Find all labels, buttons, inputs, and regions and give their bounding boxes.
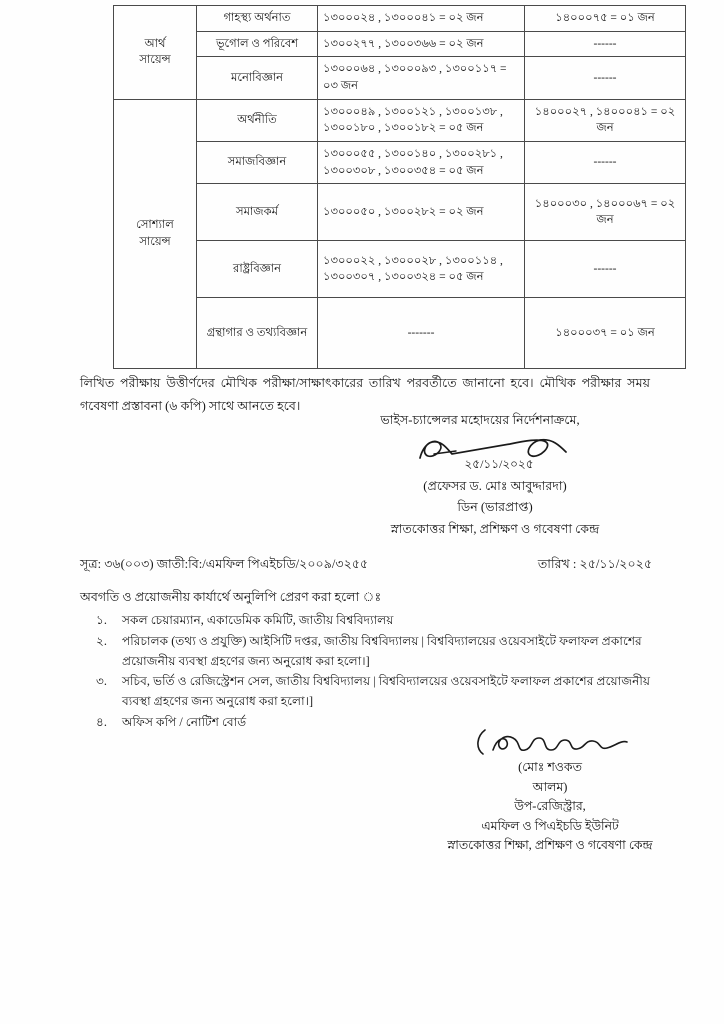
cell-subject: সমাজকর্ম — [197, 184, 318, 241]
registrar-office: স্নাতকোত্তর শিক্ষা, প্রশিক্ষণ ও গবেষণা কেন্দ্র — [447, 838, 653, 853]
cell-subject: গাহস্থ্য অর্থনাত — [197, 6, 318, 32]
cell-rolls-col1: ১৩০০০৫০ , ১৩০০২৮২ = ০২ জন — [318, 184, 525, 241]
list-item — [96, 672, 652, 712]
cell-subject: ভূগোল ও পরিবেশ — [197, 31, 318, 57]
cell-rolls-col2: ১৪০০০৩৭ = ০১ জন — [525, 298, 686, 369]
list-item-text: অফিস কপি / নোটিশ বোর্ড — [122, 714, 247, 729]
list-item-number: ৪. — [96, 714, 107, 729]
table-row — [114, 99, 686, 141]
list-item-number: ১. — [96, 613, 107, 627]
dean-role: ডিন (ভারপ্রাপ্ত) — [457, 500, 533, 515]
registrar-name-line-1: (মোঃ শওকত — [518, 760, 582, 774]
results-table — [113, 5, 686, 369]
cell-rolls-col1: ১৩০০২৭৭ , ১৩০০৩৬৬ = ০২ জন — [318, 31, 525, 57]
cell-subject: অর্থনীতি — [197, 99, 318, 141]
table-row — [114, 31, 686, 57]
cell-group-faculty — [114, 99, 197, 369]
cell-subject: মনোবিজ্ঞান — [197, 57, 318, 99]
memo-date: তারিখ : ২৫/১১/২০২৫ — [537, 557, 652, 571]
distribution-list — [96, 611, 652, 734]
table-row — [114, 57, 686, 99]
table-row — [114, 6, 686, 32]
cell-rolls-col1: ১৩০০০৪৯ , ১৩০০১২১ , ১৩০০১৩৮ , ১৩০০১৮০ , ১৩০০১৮২ = ০৫ জন — [318, 99, 525, 141]
group-label-line-1: সোশ্যাল — [136, 219, 174, 232]
cell-rolls-col2: ১৪০০০৭৫ = ০১ জন — [525, 6, 686, 32]
list-item — [96, 611, 652, 631]
table-row — [114, 298, 686, 369]
cell-rolls-col2: ------ — [525, 31, 686, 57]
group-label-line-2: সায়েন্স — [139, 236, 171, 249]
list-item-text: সচিব, ভর্তি ও রেজিস্ট্রেশন সেল, জাতীয় বিশ্ববিদ্যালয় | বিশ্ববিদ্যালয়ের ওয়েবসাইটে ফলাফল প্রকাশের প্রয়োজনীয় ব্যবস্থা গ্রহণের জন্য অনুরোধ করা হলো।] — [122, 674, 651, 709]
cell-group-faculty — [114, 6, 197, 100]
by-order-line: ভাইস-চ্যান্সেলর মহোদয়ের নির্দেশনাক্রমে, — [380, 413, 580, 427]
memo-reference-row — [80, 556, 652, 576]
cell-subject: গ্রন্থাগার ও তথ্যবিজ্ঞান — [197, 298, 318, 369]
results-table-container — [113, 5, 676, 369]
dean-signature-date: ২৫/১১/২০২৫ — [464, 457, 534, 471]
dean-office: স্নাতকোত্তর শিক্ষা, প্রশিক্ষণ ও গবেষণা কেন্দ্র — [390, 521, 600, 536]
cell-rolls-col1: ১৩০০০২২ , ১৩০০০২৮ , ১৩০০১১৪ , ১৩০০৩০৭ , ১৩০০৩২৪ = ০৫ জন — [318, 241, 525, 298]
cell-rolls-col2: ------ — [525, 57, 686, 99]
results-table-body — [114, 6, 686, 369]
table-row — [114, 142, 686, 184]
handwritten-signature-icon — [435, 726, 665, 758]
cell-rolls-col2: ------ — [525, 142, 686, 184]
list-item-number: ৩. — [96, 674, 107, 689]
cell-rolls-col1: ১৩০০০২৪ , ১৩০০০৪১ = ০২ জন — [318, 6, 525, 32]
list-item — [96, 632, 652, 672]
registrar-unit: এমফিল ও পিএইচডি ইউনিট — [481, 818, 619, 833]
cell-subject: সমাজবিজ্ঞান — [197, 142, 318, 184]
cell-rolls-col1: ১৩০০০৫৫ , ১৩০০১৪০ , ১৩০০২৮১ , ১৩০০৩০৮ , ১৩০০৩৫৪ = ০৫ জন — [318, 142, 525, 184]
table-row — [114, 241, 686, 298]
table-row — [114, 184, 686, 241]
dean-signature-block — [330, 432, 660, 540]
group-label-line-2: সায়েন্স — [139, 54, 171, 67]
dean-name: (প্রফেসর ড. মোঃ আবুদ্দারদা) — [423, 479, 567, 493]
cell-subject: রাষ্ট্রবিজ্ঞান — [197, 241, 318, 298]
distribution-header: অবগতি ও প্রয়োজনীয় কার্যার্থে অনুলিপি প্রেরণ করা হলো ঃ — [80, 590, 382, 604]
registrar-role: উপ-রেজিস্ট্রার, — [514, 799, 586, 814]
registrar-signature-block — [400, 726, 700, 856]
registrar-name-line-2: আলম) — [532, 779, 568, 794]
list-item-number: ২. — [96, 633, 107, 648]
list-item-text: পরিচালক (তথ্য ও প্রযুক্তি) আইসিটি দপ্তর, জাতীয় বিশ্ববিদ্যালয় | বিশ্ববিদ্যালয়ের ওয়েবসাইটে ফলাফল প্রকাশের প্রয়োজনীয় ব্যবস্থা গ্রহণের জন্য অনুরোধ করা হলো।] — [122, 633, 642, 668]
cell-rolls-col1: ------- — [318, 298, 525, 369]
group-label-line-1: আর্থ — [144, 37, 166, 50]
cell-rolls-col2: ১৪০০০৩০ , ১৪০০০৬৭ = ০২ জন — [525, 184, 686, 241]
list-item-text: সকল চেয়ারম্যান, একাডেমিক কমিটি, জাতীয় বিশ্ববিদ্যালয় — [122, 613, 394, 627]
cell-rolls-col2: ------ — [525, 241, 686, 298]
cell-rolls-col1: ১৩০০০৬৪ , ১৩০০০৯৩ , ১৩০০১১৭ = ০৩ জন — [318, 57, 525, 99]
memo-reference-number: সূত্র: ৩৬(০০৩) জাতী:বি:/এমফিল পিএইচডি/২০০৯/৩২৫৫ — [80, 557, 369, 571]
notice-paragraph: লিখিত পরীক্ষায় উত্তীর্ণদের মৌখিক পরীক্ষা/সাক্ষাৎকারের তারিখ পরবর্তীতে জানানো হবে। মৌখিক পরীক্ষার সময় গবেষণা প্রস্তাবনা (৬ কপি) সাথে আনতে হবে। — [80, 376, 650, 414]
cell-rolls-col2: ১৪০০০২৭ , ১৪০০০৪১ = ০২ জন — [525, 99, 686, 141]
